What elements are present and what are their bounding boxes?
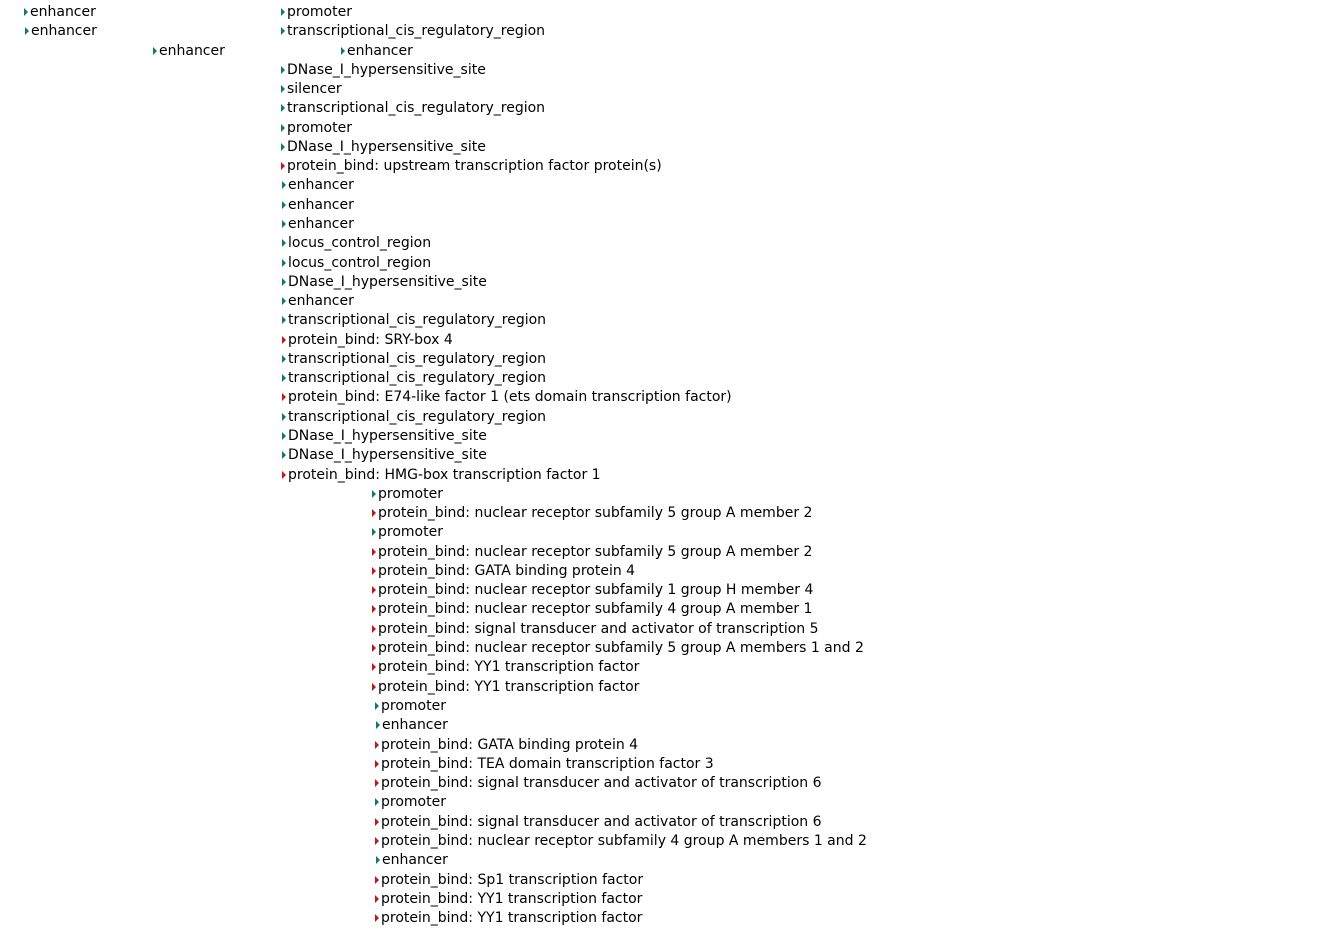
strand-arrow-icon — [341, 47, 345, 55]
strand-arrow-icon — [24, 8, 28, 16]
strand-arrow-icon — [281, 162, 285, 170]
feature-dnase-i-hypersensitive-site[interactable] — [281, 138, 486, 157]
feature-enhancer[interactable] — [282, 196, 354, 215]
strand-arrow-icon — [282, 201, 286, 209]
feature-label: locus_control_region — [288, 255, 432, 271]
feature-protein-bind-yy1-transcription-factor[interactable] — [375, 890, 642, 909]
feature-protein-bind-signal-transducer-and-activator-of-transcription-5[interactable] — [372, 620, 819, 639]
feature-dnase-i-hypersensitive-site[interactable] — [282, 427, 487, 446]
feature-protein-bind-nuclear-receptor-subfamily-4-group-a-members-1-and-2[interactable] — [375, 832, 867, 851]
feature-label: protein_bind: HMG-box transcription factor 1 — [288, 467, 601, 483]
feature-label: promoter — [287, 120, 352, 136]
feature-label: DNase_I_hypersensitive_site — [288, 447, 487, 463]
feature-label: enhancer — [288, 216, 354, 232]
feature-label: protein_bind: YY1 transcription factor — [381, 910, 643, 926]
feature-label: enhancer — [382, 717, 448, 733]
feature-protein-bind-nuclear-receptor-subfamily-5-group-a-member-2[interactable] — [372, 543, 812, 562]
strand-arrow-icon — [281, 104, 285, 112]
strand-arrow-icon — [375, 837, 379, 845]
strand-arrow-icon — [282, 374, 286, 382]
feature-dnase-i-hypersensitive-site[interactable] — [282, 446, 487, 465]
feature-enhancer[interactable] — [24, 3, 96, 22]
strand-arrow-icon — [376, 856, 380, 864]
feature-label: protein_bind: nuclear receptor subfamily 4 group A members 1 and 2 — [381, 833, 867, 849]
strand-arrow-icon — [372, 625, 376, 633]
strand-arrow-icon — [282, 451, 286, 459]
strand-arrow-icon — [281, 85, 285, 93]
strand-arrow-icon — [282, 336, 286, 344]
feature-protein-bind-yy1-transcription-factor[interactable] — [372, 658, 639, 677]
feature-label: protein_bind: signal transducer and activator of transcription 5 — [378, 621, 819, 637]
strand-arrow-icon — [375, 876, 379, 884]
feature-label: transcriptional_cis_regulatory_region — [287, 23, 546, 39]
strand-arrow-icon — [282, 239, 286, 247]
strand-arrow-icon — [375, 895, 379, 903]
feature-protein-bind-hmg-box-transcription-factor-1[interactable] — [282, 466, 601, 485]
feature-protein-bind-gata-binding-protein-4[interactable] — [375, 736, 638, 755]
strand-arrow-icon — [372, 509, 376, 517]
feature-promoter[interactable] — [372, 485, 443, 504]
feature-label: transcriptional_cis_regulatory_region — [288, 409, 547, 425]
strand-arrow-icon — [372, 528, 376, 536]
feature-silencer[interactable] — [281, 80, 342, 99]
feature-protein-bind-nuclear-receptor-subfamily-5-group-a-members-1-and-2[interactable] — [372, 639, 864, 658]
feature-promoter[interactable] — [372, 523, 443, 542]
feature-label: protein_bind: Sp1 transcription factor — [381, 872, 644, 888]
strand-arrow-icon — [282, 432, 286, 440]
feature-enhancer[interactable] — [282, 292, 354, 311]
strand-arrow-icon — [282, 413, 286, 421]
feature-transcriptional-cis-regulatory-region[interactable] — [282, 408, 546, 427]
feature-label: protein_bind: nuclear receptor subfamily 5 group A member 2 — [378, 544, 813, 560]
feature-protein-bind-e74-like-factor-1-ets-domain-transcription-factor[interactable] — [282, 388, 732, 407]
strand-arrow-icon — [372, 683, 376, 691]
feature-label: promoter — [378, 524, 443, 540]
feature-promoter[interactable] — [281, 119, 352, 138]
feature-label: transcriptional_cis_regulatory_region — [288, 370, 547, 386]
feature-label: enhancer — [347, 43, 413, 59]
strand-arrow-icon — [375, 760, 379, 768]
feature-protein-bind-sry-box-4[interactable] — [282, 331, 453, 350]
feature-promoter[interactable] — [375, 793, 446, 812]
feature-protein-bind-nuclear-receptor-subfamily-4-group-a-member-1[interactable] — [372, 600, 812, 619]
feature-promoter[interactable] — [375, 697, 446, 716]
feature-label: protein_bind: YY1 transcription factor — [378, 679, 640, 695]
strand-arrow-icon — [375, 914, 379, 922]
feature-label: protein_bind: YY1 transcription factor — [378, 659, 640, 675]
feature-label: protein_bind: E74-like factor 1 (ets domain transcription factor) — [288, 389, 732, 405]
feature-label: protein_bind: TEA domain transcription factor 3 — [381, 756, 714, 772]
feature-label: DNase_I_hypersensitive_site — [287, 62, 486, 78]
feature-dnase-i-hypersensitive-site[interactable] — [282, 273, 487, 292]
feature-enhancer[interactable] — [153, 42, 225, 61]
feature-label: promoter — [381, 794, 446, 810]
feature-label: protein_bind: nuclear receptor subfamily 4 group A member 1 — [378, 601, 813, 617]
strand-arrow-icon — [282, 278, 286, 286]
feature-label: silencer — [287, 81, 342, 97]
feature-label: promoter — [378, 486, 443, 502]
feature-label: enhancer — [288, 293, 354, 309]
feature-label: enhancer — [31, 23, 97, 39]
strand-arrow-icon — [375, 798, 379, 806]
feature-locus-control-region[interactable] — [282, 234, 431, 253]
strand-arrow-icon — [281, 66, 285, 74]
feature-label: DNase_I_hypersensitive_site — [288, 428, 487, 444]
strand-arrow-icon — [375, 818, 379, 826]
feature-protein-bind-yy1-transcription-factor[interactable] — [372, 678, 639, 697]
feature-label: promoter — [287, 4, 352, 20]
feature-label: protein_bind: nuclear receptor subfamily 5 group A members 1 and 2 — [378, 640, 864, 656]
feature-label: enhancer — [288, 177, 354, 193]
feature-label: enhancer — [288, 197, 354, 213]
strand-arrow-icon — [375, 741, 379, 749]
feature-enhancer[interactable] — [341, 42, 413, 61]
strand-arrow-icon — [282, 316, 286, 324]
feature-enhancer[interactable] — [282, 176, 354, 195]
feature-label: DNase_I_hypersensitive_site — [288, 274, 487, 290]
feature-transcriptional-cis-regulatory-region[interactable] — [281, 22, 545, 41]
feature-enhancer[interactable] — [25, 22, 97, 41]
feature-enhancer[interactable] — [376, 716, 448, 735]
strand-arrow-icon — [372, 605, 376, 613]
strand-arrow-icon — [153, 47, 157, 55]
feature-protein-bind-nuclear-receptor-subfamily-5-group-a-member-2[interactable] — [372, 504, 812, 523]
feature-dnase-i-hypersensitive-site[interactable] — [281, 61, 486, 80]
strand-arrow-icon — [282, 355, 286, 363]
strand-arrow-icon — [372, 663, 376, 671]
feature-enhancer[interactable] — [282, 215, 354, 234]
feature-protein-bind-yy1-transcription-factor[interactable] — [375, 909, 642, 928]
feature-protein-bind-sp1-transcription-factor[interactable] — [375, 871, 643, 890]
feature-label: protein_bind: nuclear receptor subfamily 1 group H member 4 — [378, 582, 814, 598]
feature-label: transcriptional_cis_regulatory_region — [287, 100, 546, 116]
strand-arrow-icon — [372, 567, 376, 575]
feature-transcriptional-cis-regulatory-region[interactable] — [282, 311, 546, 330]
strand-arrow-icon — [281, 8, 285, 16]
strand-arrow-icon — [282, 393, 286, 401]
feature-protein-bind-signal-transducer-and-activator-of-transcription-6[interactable] — [375, 774, 822, 793]
strand-arrow-icon — [282, 471, 286, 479]
feature-label: protein_bind: YY1 transcription factor — [381, 891, 643, 907]
feature-label: protein_bind: nuclear receptor subfamily 5 group A member 2 — [378, 505, 813, 521]
feature-label: locus_control_region — [288, 235, 432, 251]
strand-arrow-icon — [282, 259, 286, 267]
strand-arrow-icon — [25, 27, 29, 35]
feature-transcriptional-cis-regulatory-region[interactable] — [282, 369, 546, 388]
feature-transcriptional-cis-regulatory-region[interactable] — [282, 350, 546, 369]
feature-label: promoter — [381, 698, 446, 714]
feature-label: transcriptional_cis_regulatory_region — [288, 312, 547, 328]
feature-label: protein_bind: SRY-box 4 — [288, 332, 453, 348]
feature-promoter[interactable] — [281, 3, 352, 22]
strand-arrow-icon — [282, 297, 286, 305]
strand-arrow-icon — [281, 27, 285, 35]
feature-label: enhancer — [382, 852, 448, 868]
strand-arrow-icon — [372, 548, 376, 556]
feature-locus-control-region[interactable] — [282, 254, 431, 273]
feature-label: protein_bind: GATA binding protein 4 — [378, 563, 636, 579]
feature-label: transcriptional_cis_regulatory_region — [288, 351, 547, 367]
feature-label: enhancer — [30, 4, 96, 20]
feature-protein-bind-nuclear-receptor-subfamily-1-group-h-member-4[interactable] — [372, 581, 813, 600]
strand-arrow-icon — [372, 490, 376, 498]
feature-label: enhancer — [159, 43, 225, 59]
feature-enhancer[interactable] — [376, 851, 448, 870]
feature-protein-bind-signal-transducer-and-activator-of-transcription-6[interactable] — [375, 813, 822, 832]
feature-label: protein_bind: GATA binding protein 4 — [381, 737, 639, 753]
strand-arrow-icon — [281, 124, 285, 132]
strand-arrow-icon — [282, 220, 286, 228]
feature-protein-bind-upstream-transcription-factor-protein-s[interactable] — [281, 157, 662, 176]
strand-arrow-icon — [372, 644, 376, 652]
feature-label: protein_bind: signal transducer and activator of transcription 6 — [381, 814, 822, 830]
feature-protein-bind-gata-binding-protein-4[interactable] — [372, 562, 635, 581]
feature-protein-bind-tea-domain-transcription-factor-3[interactable] — [375, 755, 714, 774]
strand-arrow-icon — [372, 586, 376, 594]
feature-label: protein_bind: signal transducer and activator of transcription 6 — [381, 775, 822, 791]
feature-label: DNase_I_hypersensitive_site — [287, 139, 486, 155]
strand-arrow-icon — [375, 779, 379, 787]
strand-arrow-icon — [375, 702, 379, 710]
feature-label: protein_bind: upstream transcription factor protein(s) — [287, 158, 662, 174]
feature-transcriptional-cis-regulatory-region[interactable] — [281, 99, 545, 118]
strand-arrow-icon — [282, 181, 286, 189]
strand-arrow-icon — [376, 721, 380, 729]
strand-arrow-icon — [281, 143, 285, 151]
